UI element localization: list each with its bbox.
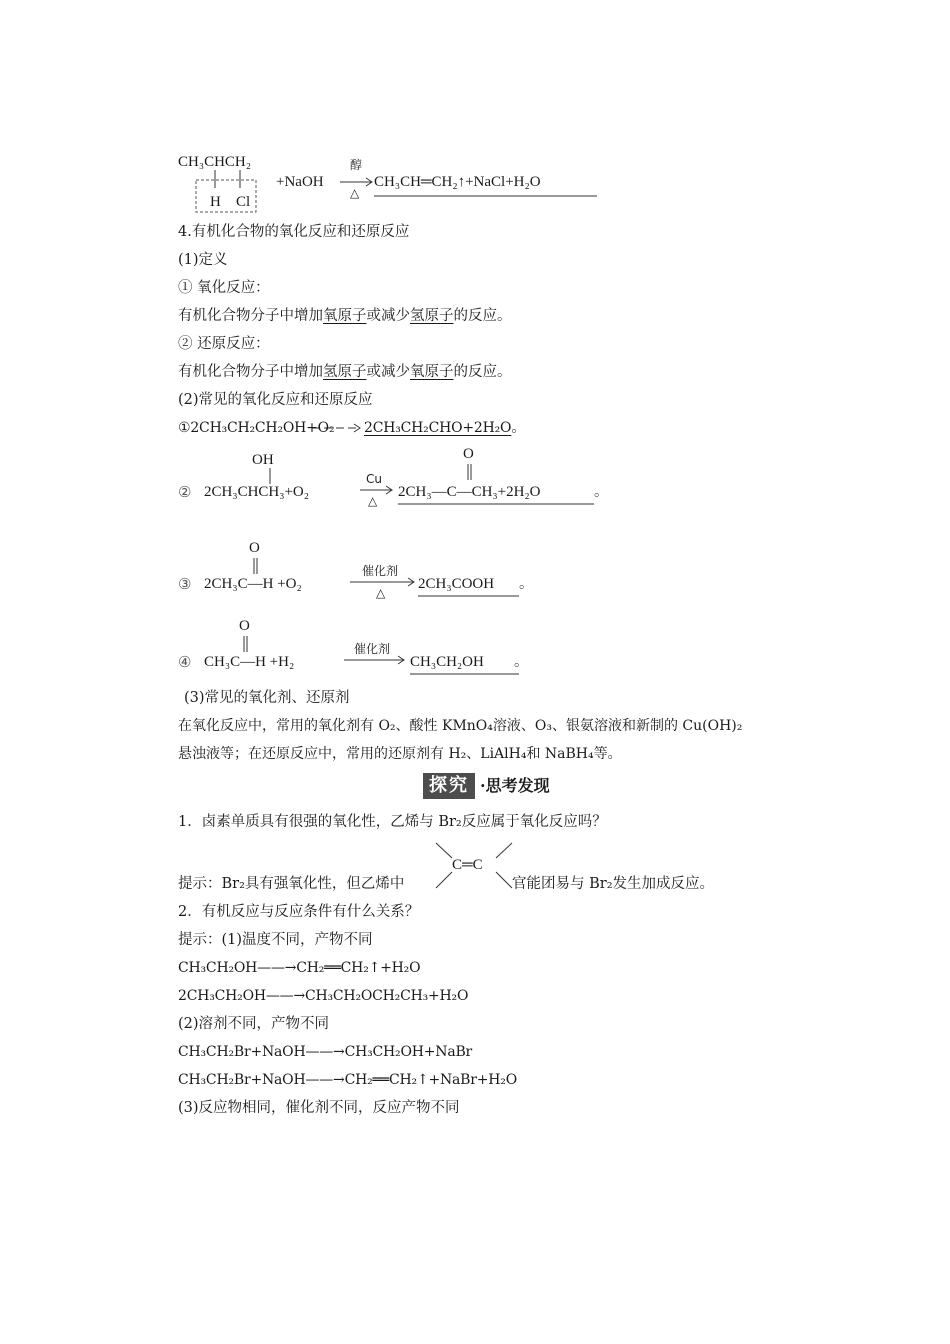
agents-heading: (3)常见的氧化剂、还原剂 — [184, 690, 350, 706]
reduction-label: ② 还原反应： — [178, 336, 270, 352]
answer-2-equation-4: CH₃CH₂Br+NaOH——→CH₂══CH₂↑+NaBr+H₂O — [178, 1072, 517, 1088]
eq2-oxygen: O — [463, 446, 474, 462]
eq2-lhs: 2CH₃CHCH₃+O₂ — [204, 484, 309, 500]
eq2-products: 2CH₃—C—CH₃+2H₂O — [398, 484, 541, 500]
answer-2-equation-1: CH₃CH₂OH——→CH₂══CH₂↑+H₂O — [178, 960, 421, 976]
explore-title: ·思考发现 — [480, 776, 550, 795]
answer-2-equation-3: CH₃CH₂Br+NaOH——→CH₃CH₂OH+NaBr — [178, 1044, 473, 1060]
reaction0-condition-solvent: 醇 — [350, 158, 363, 172]
definition-heading: (1)定义 — [178, 252, 228, 268]
alkene-bond-ll — [436, 872, 452, 888]
eq4-oxygen: O — [239, 618, 250, 634]
eq4-number: ④ — [178, 653, 192, 671]
question-2: 2．有机反应与反应条件有什么关系？ — [178, 904, 420, 920]
alkene-bond-ur — [496, 843, 512, 858]
eq4-catalyst: 催化剂 — [354, 642, 391, 656]
eq2-catalyst: Cu — [366, 472, 382, 486]
answer-2-solvent: (2)溶剂不同，产物不同 — [178, 1016, 330, 1032]
eq2-number: ② — [178, 483, 192, 501]
answer-2-catalyst: (3)反应物相同，催化剂不同，反应产物不同 — [178, 1100, 460, 1116]
reaction0-dashed-box — [196, 180, 256, 212]
eq4-end: 。 — [514, 654, 529, 670]
reduction-term-1: 氢原子 — [323, 364, 367, 380]
oxidation-term-1: 氧原子 — [323, 308, 367, 324]
reaction0-reagent: +NaOH — [276, 174, 324, 190]
reduction-term-2: 氧原子 — [410, 364, 454, 380]
explore-badge: 探究 — [423, 773, 475, 799]
oxidation-term-2: 氢原子 — [410, 308, 454, 324]
eq3-catalyst: 催化剂 — [362, 564, 399, 578]
eq2-heat: △ — [368, 494, 378, 508]
eq3-products: 2CH₃COOH — [418, 576, 495, 592]
answer-2-temperature: 提示：(1)温度不同，产物不同 — [178, 932, 373, 948]
reaction0-condition-heat: △ — [350, 186, 360, 200]
reaction0-h: H — [210, 194, 221, 210]
reaction0-products: CH₃CH═CH₂↑+NaCl+H₂O — [374, 174, 541, 190]
common-reactions-heading: (2)常见的氧化反应和还原反应 — [178, 392, 373, 408]
alkene-structure: C═C — [452, 857, 483, 873]
eq1-lhs: ①2CH₃CH₂CH₂OH+O₂ — [178, 420, 335, 436]
eq3-heat: △ — [376, 586, 386, 600]
eq4-products: CH₃CH₂OH — [410, 654, 484, 670]
answer-1-post: 官能团易与 Br₂发生加成反应。 — [512, 876, 715, 892]
reaction0-reactant: CH₃CHCH₂ — [178, 154, 251, 170]
eq3-end: 。 — [519, 576, 534, 592]
eq3-number: ③ — [178, 575, 192, 593]
section4-title: 4.有机化合物的氧化反应和还原反应 — [178, 224, 410, 240]
alkene-bond-ul — [436, 843, 452, 858]
agents-line-2: 悬浊液等；在还原反应中，常用的还原剂有 H₂、LiAlH₄和 NaBH₄等。 — [178, 746, 622, 762]
agents-line-1: 在氧化反应中，常用的氧化剂有 O₂、酸性 KMnO₄溶液、O₃、银氨溶液和新制的 Cu(OH)₂ — [178, 718, 743, 734]
eq2-end: 。 — [594, 484, 609, 500]
reaction0-cl: Cl — [236, 194, 251, 210]
oxidation-definition: 有机化合物分子中增加氧原子或减少氢原子的反应。 — [178, 308, 512, 324]
answer-2-equation-2: 2CH₃CH₂OH——→CH₃CH₂OCH₂CH₃+H₂O — [178, 988, 469, 1004]
reduction-definition: 有机化合物分子中增加氢原子或减少氧原子的反应。 — [178, 364, 512, 380]
alkene-bond-lr — [496, 872, 512, 888]
oxidation-label: ① 氧化反应： — [178, 280, 270, 296]
question-1: 1．卤素单质具有很强的氧化性，乙烯与 Br₂反应属于氧化反应吗？ — [178, 814, 607, 830]
eq1-products: 2CH₃CH₂CHO+2H₂O。 — [364, 420, 526, 436]
eq2-hydroxyl: OH — [252, 452, 274, 468]
eq4-lhs: CH₃C—H +H₂ — [204, 654, 295, 670]
eq3-oxygen: O — [249, 540, 260, 556]
answer-1-pre: 提示：Br₂具有强氧化性，但乙烯中 — [178, 876, 405, 892]
eq3-lhs: 2CH₃C—H +O₂ — [204, 576, 302, 592]
